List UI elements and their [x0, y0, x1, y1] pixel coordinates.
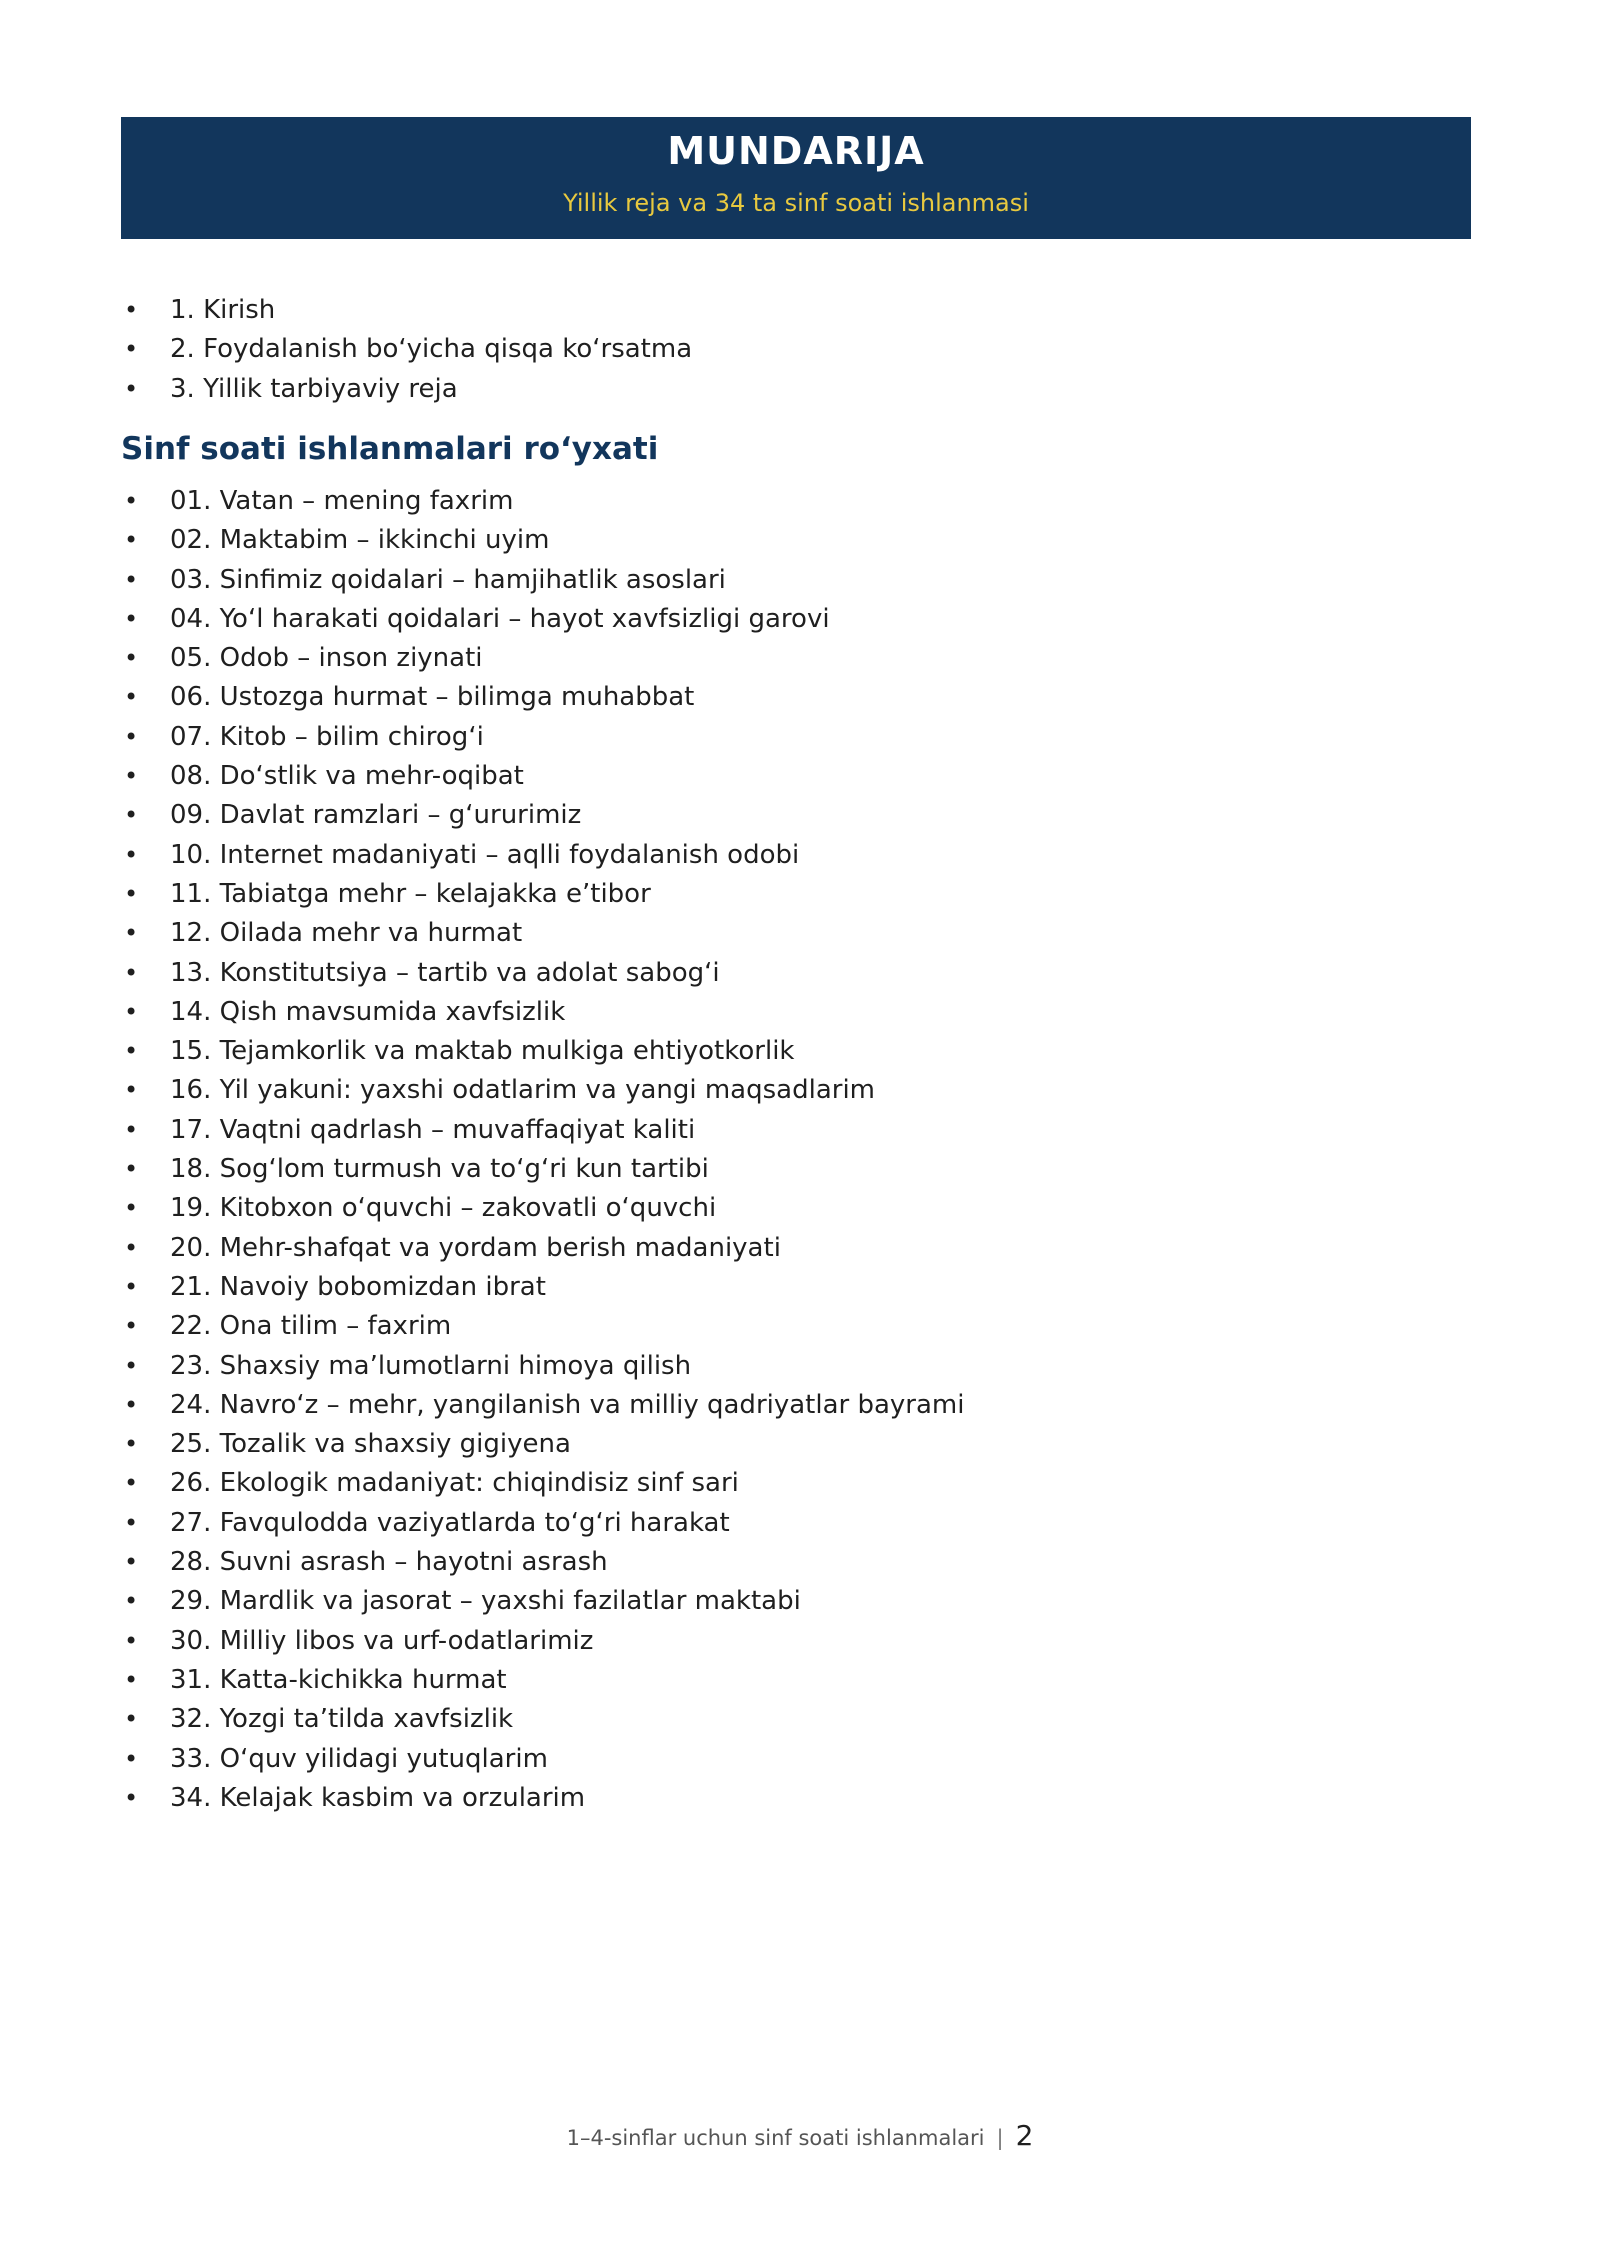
- bullet-icon: •: [124, 487, 139, 515]
- bullet-icon: •: [124, 1469, 139, 1498]
- list-item: [121, 1779, 964, 1818]
- bullet-icon: •: [124, 1548, 139, 1577]
- bullet-icon: •: [124, 1272, 139, 1301]
- lesson-title: 18. Sog‘lom turmush va to‘g‘ri kun tartibi: [170, 1154, 709, 1185]
- bullet-icon: •: [124, 1587, 139, 1616]
- lesson-title: 09. Davlat ramzlari – g‘ururimiz: [170, 800, 582, 831]
- list-item: • 1. Kirish: [121, 291, 692, 330]
- bullet-icon: •: [124, 604, 139, 633]
- bullet-icon: •: [124, 722, 139, 751]
- lesson-title: 25. Tozalik va shaxsiy gigiyena: [170, 1429, 571, 1460]
- list-item: [121, 1622, 964, 1661]
- list-item: [121, 1307, 964, 1346]
- page-footer: [0, 2116, 1600, 2158]
- list-item: [121, 993, 964, 1032]
- bullet-icon: •: [124, 1351, 139, 1380]
- list-item: [121, 678, 964, 717]
- lesson-title: 17. Vaqtni qadrlash – muvaffaqiyat kaliti: [170, 1114, 696, 1145]
- list-item: [121, 1032, 964, 1071]
- bullet-icon: •: [124, 801, 139, 830]
- lesson-title: 12. Oilada mehr va hurmat: [170, 918, 523, 949]
- lesson-title: 06. Ustozga hurmat – bilimga muhabbat: [170, 682, 695, 713]
- bullet-icon: •: [124, 1744, 139, 1773]
- bullet-icon: •: [124, 1312, 139, 1341]
- bullet-icon: •: [124, 644, 139, 673]
- lesson-title: 08. Do‘stlik va mehr-oqibat: [170, 761, 524, 792]
- list-item: [121, 875, 964, 914]
- list-item: • 3. Yillik tarbiyaviy reja: [121, 370, 692, 409]
- bullet-icon: •: [124, 1390, 139, 1419]
- list-item: [121, 1582, 964, 1621]
- bullet-icon: •: [124, 762, 139, 791]
- list-item: [121, 482, 964, 521]
- list-item: [121, 521, 964, 560]
- list-item: [121, 836, 964, 875]
- footer-separator: |: [996, 2126, 1004, 2150]
- list-item: [121, 1229, 964, 1268]
- list-item: [121, 1504, 964, 1543]
- lesson-title: 05. Odob – inson ziynati: [170, 643, 483, 674]
- page-subtitle: Yillik reja va 34 ta sinf soati ishlanmasi: [563, 189, 1029, 217]
- lesson-title: 10. Internet madaniyati – aqlli foydalanish odobi: [170, 839, 800, 870]
- list-item: [121, 1150, 964, 1189]
- lesson-title: 33. O‘quv yilidagi yutuqlarim: [170, 1743, 548, 1774]
- bullet-icon: •: [124, 997, 139, 1026]
- bullet-icon: •: [124, 1430, 139, 1459]
- list-item: [121, 1425, 964, 1464]
- bullet-icon: •: [124, 1115, 139, 1144]
- bullet-icon: •: [124, 1508, 139, 1537]
- bullet-icon: •: [124, 840, 139, 869]
- bullet-icon: •: [124, 1076, 139, 1105]
- lesson-title: 28. Suvni asrash – hayotni asrash: [170, 1547, 608, 1578]
- bullet-icon: •: [124, 1665, 139, 1694]
- lesson-title: 29. Mardlik va jasorat – yaxshi fazilatlar maktabi: [170, 1586, 801, 1617]
- bullet-icon: •: [124, 958, 139, 987]
- lesson-title: 14. Qish mavsumida xavfsizlik: [170, 996, 566, 1027]
- lesson-title: 23. Shaxsiy ma’lumotlarni himoya qilish: [170, 1350, 692, 1381]
- intro-list: [121, 291, 692, 409]
- lesson-title: 15. Tejamkorlik va maktab mulkiga ehtiyotkorlik: [170, 1036, 795, 1067]
- lesson-title: 20. Mehr-shafqat va yordam berish madaniyati: [170, 1232, 781, 1263]
- bullet-icon: •: [124, 1783, 139, 1812]
- lesson-title: 32. Yozgi ta’tilda xavfsizlik: [170, 1704, 514, 1735]
- lesson-title: 07. Kitob – bilim chirog‘i: [170, 721, 484, 752]
- lesson-title: 30. Milliy libos va urf-odatlarimiz: [170, 1625, 594, 1656]
- list-item: [121, 1386, 964, 1425]
- bullet-icon: •: [124, 1233, 139, 1262]
- bullet-icon: •: [124, 374, 139, 403]
- bullet-icon: •: [124, 296, 139, 324]
- lesson-title: 04. Yo‘l harakati qoidalari – hayot xavfsizligi garovi: [170, 603, 830, 634]
- page-number: 2: [1015, 2119, 1034, 2152]
- list-item: [121, 1071, 964, 1110]
- list-item: • 2. Foydalanish bo‘yicha qisqa ko‘rsatma: [121, 330, 692, 369]
- list-item: [121, 561, 964, 600]
- list-item: [121, 1189, 964, 1228]
- lesson-title: 24. Navro‘z – mehr, yangilanish va milliy qadriyatlar bayrami: [170, 1389, 965, 1420]
- bullet-icon: •: [124, 565, 139, 594]
- lesson-title: 27. Favqulodda vaziyatlarda to‘g‘ri harakat: [170, 1507, 730, 1538]
- section-heading: Sinf soati ishlanmalari ro‘yxati: [121, 431, 659, 467]
- lesson-title: 31. Katta-kichikka hurmat: [170, 1664, 507, 1695]
- bullet-icon: •: [124, 335, 139, 364]
- bullet-icon: •: [124, 1626, 139, 1655]
- lesson-title: 03. Sinfimiz qoidalari – hamjihatlik asoslari: [170, 564, 726, 595]
- bullet-icon: •: [124, 683, 139, 712]
- lesson-title: 21. Navoiy bobomizdan ibrat: [170, 1271, 546, 1302]
- lesson-title: 02. Maktabim – ikkinchi uyim: [170, 525, 550, 556]
- list-item: [121, 639, 964, 678]
- lessons-list: [121, 482, 964, 1818]
- list-item: [121, 914, 964, 953]
- lesson-title: 19. Kitobxon o‘quvchi – zakovatli o‘quvchi: [170, 1193, 717, 1224]
- list-item: [121, 1111, 964, 1150]
- lesson-title: 34. Kelajak kasbim va orzularim: [170, 1782, 586, 1813]
- list-item: [121, 1464, 964, 1503]
- list-item: [121, 1661, 964, 1700]
- lesson-title: 16. Yil yakuni: yaxshi odatlarim va yangi maqsadlarim: [170, 1075, 875, 1106]
- lesson-title: 01. Vatan – mening faxrim: [170, 486, 514, 516]
- list-item: [121, 600, 964, 639]
- bullet-icon: •: [124, 1194, 139, 1223]
- bullet-icon: •: [124, 879, 139, 908]
- page-title: MUNDARIJA: [667, 129, 925, 173]
- title-banner: [121, 117, 1471, 239]
- list-item: [121, 796, 964, 835]
- bullet-icon: •: [124, 526, 139, 555]
- bullet-icon: •: [124, 1037, 139, 1066]
- lesson-title: 11. Tabiatga mehr – kelajakka e’tibor: [170, 878, 651, 909]
- list-item: [121, 954, 964, 993]
- lesson-title: 26. Ekologik madaniyat: chiqindisiz sinf sari: [170, 1468, 739, 1499]
- lesson-title: 13. Konstitutsiya – tartib va adolat sabog‘i: [170, 957, 720, 988]
- list-item: [121, 1740, 964, 1779]
- list-item: [121, 1543, 964, 1582]
- bullet-icon: •: [124, 1705, 139, 1734]
- list-item: [121, 1347, 964, 1386]
- list-item: [121, 1700, 964, 1739]
- bullet-icon: •: [124, 919, 139, 948]
- footer-text: 1–4-sinflar uchun sinf soati ishlanmalari: [566, 2126, 985, 2150]
- lesson-title: 22. Ona tilim – faxrim: [170, 1311, 452, 1342]
- list-item: [121, 757, 964, 796]
- list-item: [121, 718, 964, 757]
- bullet-icon: •: [124, 1155, 139, 1184]
- list-item: [121, 1268, 964, 1307]
